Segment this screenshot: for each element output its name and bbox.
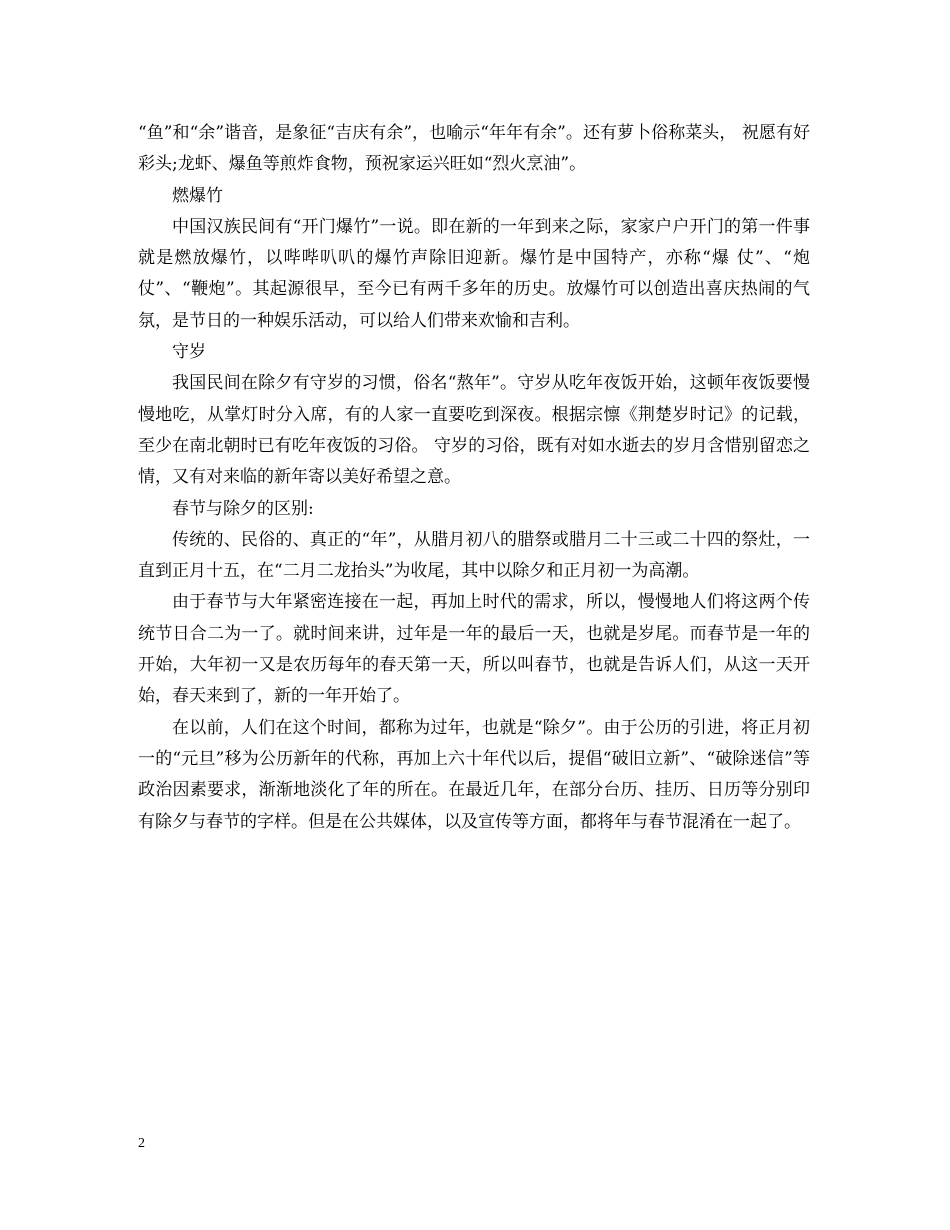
paragraph-traditional-year: 传统的、民俗的、真正的“年”，从腊月初八的腊祭或腊月二十三或二十四的祭灶，一直到正月十五，在“二月二龙抬头”为收尾，其中以除夕和正月初一为高潮。 <box>138 529 810 582</box>
paragraph-history: 在以前，人们在这个时间，都称为过年，也就是“除夕”。由于公历的引进，将正月初一的“元旦”移为公历新年的代称，再加上六十年代以后，提倡“破旧立新”、“破除迷信”等政治因素要求，渐渐地淡化了年的所在。在最近几年，在部分台历、挂历、日历等分别印有除夕与春节的字样。但是在公共媒体，以及宣传等方面，都将年与春节混淆在一起了。 <box>138 717 810 832</box>
paragraph-continuation: “鱼”和“余”谐音，是象征“吉庆有余”，也喻示“年年有余”。还有萝卜俗称菜头， 祝愿有好彩头;龙虾、爆鱼等煎炸食物，预祝家运兴旺如“烈火烹油”。 <box>138 123 810 175</box>
paragraph-firecrackers: 中国汉族民间有“开门爆竹”一说。即在新的一年到来之际，家家户户开门的第一件事就是燃放爆竹，以哔哔叭叭的爆竹声除旧迎新。爆竹是中国特产，亦称“爆 仗”、“炮仗”、“鞭炮”。其起源很早，至今已有两千多年的历史。放爆竹可以创造出喜庆热闹的气氛，是节日的一种娱乐活动，可以给人们带来欢愉和吉利。 <box>138 216 810 331</box>
paragraph-merged-festivals: 由于春节与大年紧密连接在一起，再加上时代的需求，所以，慢慢地人们将这两个传统节日合二为一了。就时间来讲，过年是一年的最后一天，也就是岁尾。而春节是一年的开始，大年初一又是农历每年的春天第一天，所以叫春节，也就是告诉人们，从这一天开始，春天来到了，新的一年开始了。 <box>138 592 810 707</box>
section-heading-shousui: 守岁 <box>172 342 206 363</box>
paragraph-shousui: 我国民间在除夕有守岁的习惯，俗名“熬年”。守岁从吃年夜饭开始，这顿年夜饭要慢慢地吃，从掌灯时分入席，有的人家一直要吃到深夜。根据宗懔《荆楚岁时记》的记载，至少在南北朝时已有吃年夜饭的习俗。 守岁的习俗，既有对如水逝去的岁月含惜别留恋之情，又有对来临的新年寄以美好希望之意。 <box>138 373 810 488</box>
document-body <box>138 118 810 838</box>
page-number: 2 <box>138 1136 145 1151</box>
section-heading-difference: 春节与除夕的区别: <box>172 498 314 519</box>
section-heading-firecrackers: 燃爆竹 <box>172 185 223 206</box>
